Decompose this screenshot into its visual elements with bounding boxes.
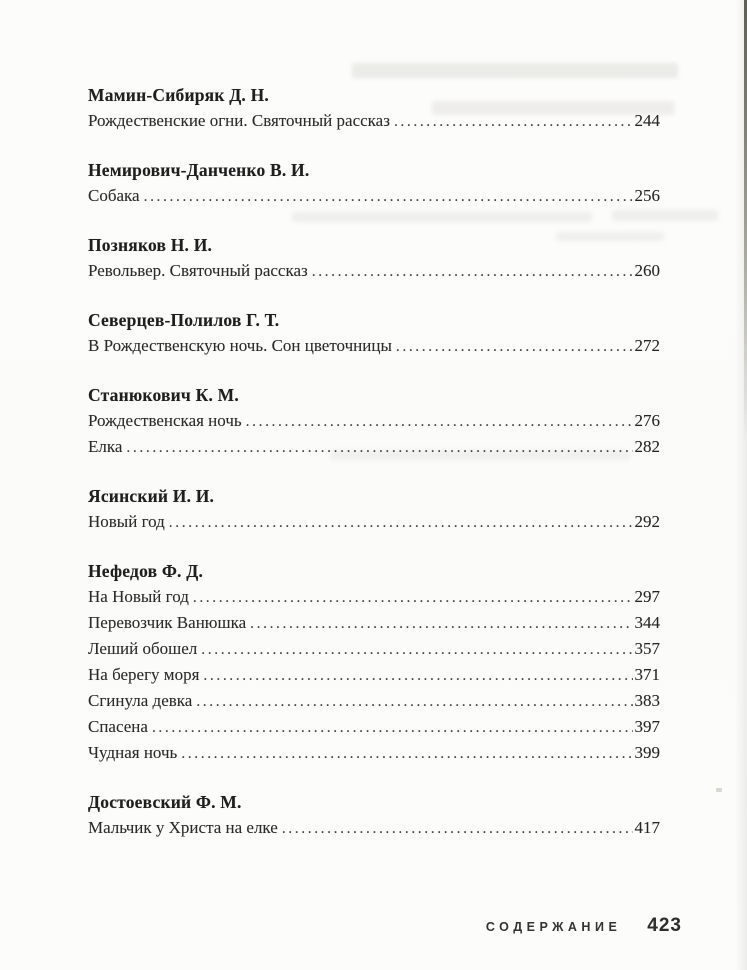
- toc-author-block: [88, 84, 660, 134]
- toc-entry-title: В Рождественскую ночь. Сон цветочницы: [88, 336, 392, 355]
- page-footer: [486, 915, 682, 937]
- toc-entry: [88, 509, 660, 535]
- toc-entry-title: Собака: [88, 186, 140, 205]
- toc-author-block: [88, 309, 660, 359]
- toc-entry-page-number: 371: [634, 665, 660, 684]
- toc-entry-page-number: 256: [634, 186, 660, 205]
- toc-entry: [88, 408, 660, 434]
- scan-speck: [716, 788, 722, 792]
- toc-entry-title: На Новый год: [88, 587, 189, 606]
- toc-dot-leader: [246, 409, 633, 434]
- toc-entry-title: Новый год: [88, 512, 165, 531]
- toc-entry-title: Леший обошел: [88, 639, 198, 658]
- toc-entry-title: Мальчик у Христа на елке: [88, 818, 278, 837]
- toc-entry-page-number: 383: [634, 691, 660, 710]
- toc-author-block: [88, 384, 660, 460]
- toc-dot-leader: [144, 184, 633, 209]
- toc-author-block: [88, 791, 660, 841]
- toc-entry: [88, 815, 660, 841]
- toc-entry-page-number: 244: [634, 111, 660, 130]
- toc-entry-title: Елка: [88, 437, 123, 456]
- toc-entry-title: Сгинула девка: [88, 691, 193, 710]
- toc-author-block: [88, 159, 660, 209]
- toc-entry-title: Чудная ночь: [88, 743, 178, 762]
- toc-entry: [88, 688, 660, 714]
- toc-dot-leader: [201, 637, 632, 662]
- toc-author-block: [88, 560, 660, 766]
- toc-entry: [88, 183, 660, 209]
- toc-entry-page-number: 292: [634, 512, 660, 531]
- toc-entry-page-number: 344: [634, 613, 660, 632]
- toc-entry-page-number: 357: [634, 639, 660, 658]
- toc-author-name: Немирович-Данченко В. И.: [88, 160, 310, 180]
- toc-author-name: Позняков Н. И.: [88, 235, 213, 255]
- toc-dot-leader: [396, 334, 633, 359]
- toc-dot-leader: [196, 689, 632, 714]
- toc-dot-leader: [312, 259, 633, 284]
- toc-entry: [88, 434, 660, 460]
- toc-entry: [88, 258, 660, 284]
- toc-dot-leader: [203, 663, 632, 688]
- footer-section-title: СОДЕРЖАНИЕ: [485, 920, 622, 934]
- toc-entry-title: На берегу моря: [88, 665, 200, 684]
- toc-entry-page-number: 282: [634, 437, 660, 456]
- toc-entry: [88, 740, 660, 766]
- toc-entry-page-number: 399: [634, 743, 660, 762]
- toc-entry: [88, 636, 660, 662]
- toc-entry-page-number: 276: [634, 411, 660, 430]
- toc-author-name: Достоевский Ф. М.: [88, 792, 242, 812]
- toc-entry: [88, 333, 660, 359]
- toc-dot-leader: [169, 510, 633, 535]
- toc-entry-page-number: 272: [634, 336, 660, 355]
- toc-dot-leader: [394, 109, 633, 134]
- toc-author-name: Северцев-Полилов Г. Т.: [88, 310, 280, 330]
- toc-dot-leader: [126, 435, 632, 460]
- toc-author-name: Ясинский И. И.: [88, 486, 215, 506]
- toc-entry-page-number: 397: [634, 717, 660, 736]
- toc-dot-leader: [282, 816, 633, 841]
- toc-author-name: Станюкович К. М.: [88, 385, 239, 405]
- toc-entry-title: Перевозчик Ванюшка: [88, 613, 247, 632]
- toc-entry: [88, 662, 660, 688]
- toc-entry-title: Рождественская ночь: [88, 411, 242, 430]
- scan-edge-shading: [735, 0, 747, 970]
- toc-entry-title: Спасена: [88, 717, 148, 736]
- toc-entry-title: Револьвер. Святочный рассказ: [88, 261, 308, 280]
- toc-author-block: [88, 485, 660, 535]
- toc-entry: [88, 584, 660, 610]
- toc-dot-leader: [181, 741, 632, 766]
- toc-dot-leader: [250, 611, 632, 636]
- table-of-contents: [88, 84, 660, 866]
- toc-author-name: Нефедов Ф. Д.: [88, 561, 204, 581]
- footer-page-number: 423: [647, 915, 682, 936]
- toc-author-block: [88, 234, 660, 284]
- toc-dot-leader: [152, 715, 633, 740]
- toc-entry: [88, 610, 660, 636]
- toc-author-name: Мамин-Сибиряк Д. Н.: [88, 85, 269, 105]
- toc-entry: [88, 108, 660, 134]
- toc-entry-page-number: 417: [634, 818, 660, 837]
- toc-entry-page-number: 297: [634, 587, 660, 606]
- bleedthrough-text-artifact: [352, 63, 678, 78]
- toc-entry-title: Рождественские огни. Святочный рассказ: [88, 111, 390, 130]
- toc-entry-page-number: 260: [634, 261, 660, 280]
- toc-entry: [88, 714, 660, 740]
- toc-dot-leader: [193, 585, 633, 610]
